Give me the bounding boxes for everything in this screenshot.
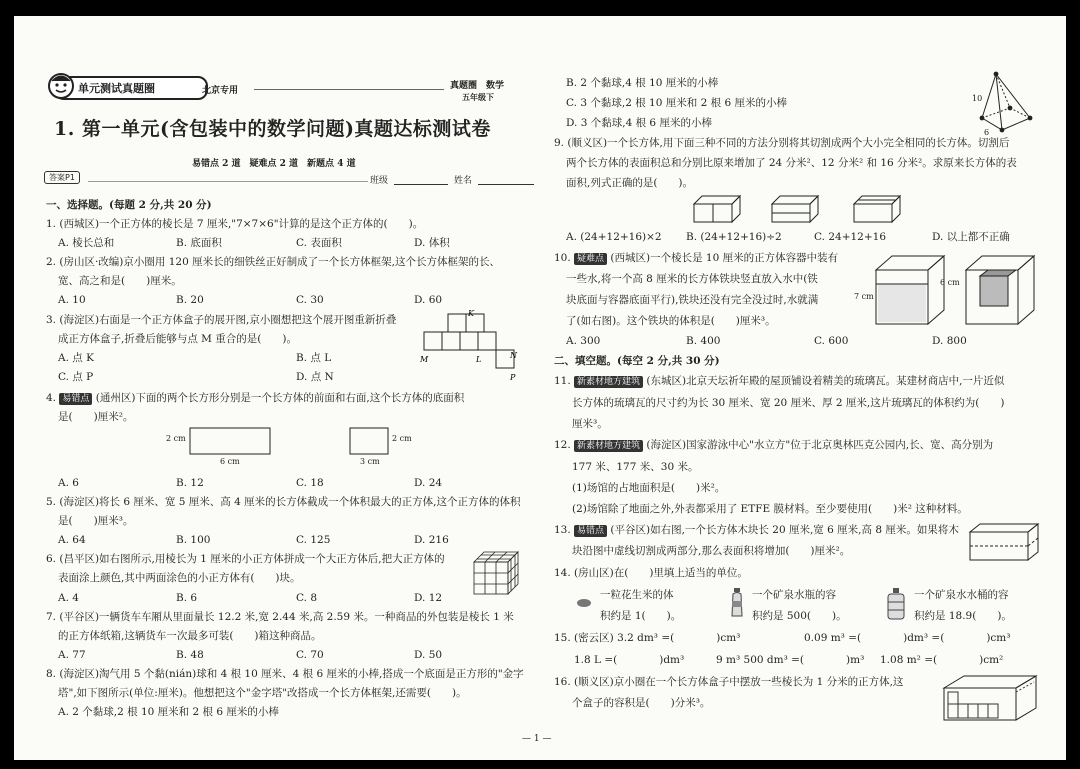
box-with-cubes-figure — [942, 674, 1038, 722]
section1-title: 一、选择题。(每题 2 分,共 20 分) — [46, 199, 212, 211]
q15-row1-right: 0.09 m³ =( )dm³ =( )cm³ — [804, 632, 1011, 644]
q4-stem-line1: 4. 易错点 (通州区)下面的两个长方形分别是一个长方体的前面和右面,这个长方体的底面积 — [46, 392, 465, 404]
q3-option-a[interactable]: A. 点 K — [58, 352, 94, 364]
q13-tag: 易错点 — [574, 525, 607, 537]
q5-option-a[interactable]: A. 64 — [58, 534, 86, 546]
q13-stem-text: (平谷区)如右图,一个长方体木块长 20 厘米,宽 6 厘米,高 8 厘米。如果将木 — [610, 524, 959, 536]
cut-boxes-figure — [694, 196, 934, 226]
q10-option-b[interactable]: B. 400 — [686, 335, 721, 347]
q8-option-b[interactable]: B. 2 个黏球,4 根 10 厘米的小棒 — [566, 77, 719, 89]
q16-stem-line1: 16. (顺义区)京小圈在一个长方体盒子中摆放一些棱长为 1 分米的正方体,这 — [554, 676, 904, 688]
page-number: — 1 — — [522, 734, 552, 744]
q10-option-c[interactable]: C. 600 — [814, 335, 849, 347]
peanut-icon — [576, 598, 592, 608]
water-jug-icon — [886, 588, 906, 620]
mascot-icon — [48, 73, 74, 99]
q6-stem-line1: 6. (昌平区)如右图所示,用棱长为 1 厘米的小正方体拼成一个大正方体后,把大正方体的 — [46, 553, 445, 565]
rect2-width: 3 cm — [360, 457, 380, 466]
q7-option-d[interactable]: D. 50 — [414, 649, 443, 661]
q10-option-d[interactable]: D. 800 — [932, 335, 967, 347]
q4-stem-text: (通州区)下面的两个长方形分别是一个长方体的前面和右面,这个长方体的底面积 — [95, 392, 465, 404]
wood-block-figure — [968, 522, 1040, 562]
q1-option-b[interactable]: B. 底面积 — [176, 237, 222, 249]
q6-option-c[interactable]: C. 8 — [296, 592, 318, 604]
q5-stem-line1: 5. (海淀区)将长 6 厘米、宽 5 厘米、高 4 厘米的长方体截成一个体积最大的正方体,这个正方体的体积 — [46, 496, 521, 508]
q6-option-d[interactable]: D. 12 — [414, 592, 443, 604]
q13-stem-line2: 块沿图中虚线切割成两部分,那么表面积将增加( )厘米²。 — [572, 545, 851, 557]
net-label-m: M — [420, 355, 429, 364]
q12-stem-line2: 177 米、177 米、30 米。 — [572, 461, 699, 473]
q9-stem-line1: 9. (顺义区)一个长方体,用下面三种不同的方法分别将其切割成两个大小完全相同的长方体。切割后 — [554, 137, 1010, 149]
q7-stem-line1: 7. (平谷区)一辆货车车厢从里面量长 12.2 米,宽 2.44 米,高 2.59 米。一种商品的外包装是棱长 1 米 — [46, 611, 514, 623]
q10-stem-line2: 一些水,将一个高 8 厘米的长方体铁块竖直放入水中(铁 — [566, 273, 818, 285]
header-rule — [254, 89, 444, 90]
q15-row2-mid: 9 m³ 500 dm³ =( )m³ — [716, 654, 865, 666]
q14-a-line1: 一粒花生米的体 — [600, 589, 674, 601]
q15-row1-left: 15. (密云区) 3.2 dm³ =( )cm³ — [554, 632, 741, 644]
q11-stem-line2: 长方体的琉璃瓦的尺寸约为长 30 厘米、宽 20 厘米、厚 2 厘米,这片琉璃瓦的体积约为( ) — [572, 397, 1005, 409]
pyramid-base-label: 6 — [984, 128, 990, 137]
rect2-height: 2 cm — [392, 434, 412, 443]
answer-ref: 答案P1 — [44, 171, 80, 184]
q4-option-c[interactable]: C. 18 — [296, 477, 324, 489]
q3-option-d[interactable]: D. 点 N — [296, 371, 334, 383]
q10-tag: 疑难点 — [574, 253, 607, 265]
series-name: 单元测试真题圈 — [78, 82, 155, 95]
q9-option-b[interactable]: B. (24+12+16)÷2 — [686, 231, 782, 243]
point-counts: 易错点 2 道 疑难点 2 道 新题点 4 道 — [192, 159, 356, 169]
q9-option-a[interactable]: A. (24+12+16)×2 — [566, 231, 662, 243]
q10-stem-line3: 块底面与容器底面平行),铁块还没有完全没过时,水就满 — [566, 294, 819, 306]
q12-part2: (2)场馆除了地面之外,外表都采用了 ETFE 膜材料。至少要使用( )米² 这种材料。 — [572, 503, 968, 515]
q11-stem-text: (东城区)北京天坛祈年殿的屋顶铺设着精美的琉璃瓦。某建材商店中,一片近似 — [646, 375, 1005, 387]
cube-grid-figure — [472, 550, 520, 596]
q3-option-c[interactable]: C. 点 P — [58, 371, 94, 383]
q2-option-c[interactable]: C. 30 — [296, 294, 324, 306]
q14-c-line1: 一个矿泉水水桶的容 — [914, 589, 1009, 601]
q10-stem-line1: 10. 疑难点 (西城区)一个棱长是 10 厘米的正方体容器中装有 — [554, 252, 839, 264]
q16-stem-line2: 个盒子的容积是( )分米³。 — [572, 697, 711, 709]
pyramid-edge-label: 10 — [972, 94, 983, 103]
class-label: 班级 — [370, 176, 389, 186]
q5-option-b[interactable]: B. 100 — [176, 534, 211, 546]
grade-label: 五年级下 — [462, 93, 494, 102]
worksheet-page — [14, 16, 1066, 760]
q6-option-b[interactable]: B. 6 — [176, 592, 198, 604]
net-label-l: L — [476, 355, 482, 364]
q4-tag: 易错点 — [59, 393, 92, 405]
q1-stem: 1. (西城区)一个正方体的棱长是 7 厘米,"7×7×6"计算的是这个正方体的( )。 — [46, 218, 424, 230]
q15-row2-left: 1.8 L =( )dm³ — [574, 654, 685, 666]
q9-option-c[interactable]: C. 24+12+16 — [814, 231, 887, 243]
q1-option-d[interactable]: D. 体积 — [414, 237, 450, 249]
q9-stem-line2: 两个长方体的表面积总和分别比原来增加了 24 分米²、12 分米² 和 16 分米²。求原来长方体的表 — [566, 157, 1017, 169]
q12-stem-text: (海淀区)国家游泳中心"水立方"位于北京奥林匹克公园内,长、宽、高分别为 — [646, 439, 994, 451]
q2-stem-line1: 2. (房山区·改编)京小圈用 120 厘米长的细铁丝正好制成了一个长方体框架,这个长方体框架的长、 — [46, 256, 500, 268]
q4-option-d[interactable]: D. 24 — [414, 477, 443, 489]
name-label: 姓名 — [454, 176, 473, 186]
q5-option-d[interactable]: D. 216 — [414, 534, 449, 546]
q10-stem-text: (西城区)一个棱长是 10 厘米的正方体容器中装有 — [610, 252, 839, 264]
rect1-width: 6 cm — [220, 457, 240, 466]
q7-option-a[interactable]: A. 77 — [58, 649, 86, 661]
q6-stem-line2: 表面涂上颜色,其中两面涂色的小正方体有( )块。 — [58, 572, 301, 584]
q2-option-d[interactable]: D. 60 — [414, 294, 443, 306]
q14-b-line2: 积约是 500( )。 — [752, 610, 847, 622]
name-field[interactable] — [478, 184, 534, 185]
section2-title: 二、填空题。(每空 2 分,共 30 分) — [554, 355, 720, 367]
net-label-n: N — [510, 351, 517, 360]
q8-option-d[interactable]: D. 3 个黏球,4 根 6 厘米的小棒 — [566, 117, 712, 129]
q8-stem-line2: 塔",如下图所示(单位:厘米)。他想把这个"金字塔"改搭成一个长方体框架,还需要( )。 — [58, 687, 467, 699]
q11-tag: 新素材地方建筑 — [574, 376, 643, 388]
q14-c-line2: 积约是 18.9( )。 — [914, 610, 1012, 622]
q4-option-b[interactable]: B. 12 — [176, 477, 204, 489]
answer-rule — [88, 181, 368, 182]
q7-stem-line2: 的正方体纸箱,这辆货车一次最多可装( )箱这种商品。 — [58, 630, 322, 642]
q9-option-d[interactable]: D. 以上都不正确 — [932, 231, 1010, 243]
page-title: 1. 第一单元(含包装中的数学问题)真题达标测试卷 — [54, 118, 491, 140]
q5-option-c[interactable]: C. 125 — [296, 534, 331, 546]
q14-stem: 14. (房山区)在( )里填上适当的单位。 — [554, 567, 748, 579]
q9-stem-line3: 面积,列式正确的是( )。 — [566, 177, 694, 189]
q8-stem-line1: 8. (海淀区)淘气用 5 个黏(nián)球和 4 根 10 厘米、4 根 6 厘米的小棒,搭成一个底面是正方形的"金字 — [46, 668, 524, 680]
q4-stem-line2: 是( )厘米²。 — [58, 411, 134, 423]
q7-option-c[interactable]: C. 70 — [296, 649, 324, 661]
q12-stem-line1: 12. 新素材地方建筑 (海淀区)国家游泳中心"水立方"位于北京奥林匹克公园内,长、宽、高分别为 — [554, 439, 994, 451]
edition-label: 北京专用 — [202, 86, 239, 96]
net-label-p: P — [510, 373, 516, 382]
q8-option-c[interactable]: C. 3 个黏球,2 根 10 厘米和 2 根 6 厘米的小棒 — [566, 97, 787, 109]
class-field[interactable] — [394, 184, 448, 185]
net-label-k: K — [468, 309, 474, 318]
water-bottle-icon — [730, 588, 744, 618]
q1-option-a[interactable]: A. 棱长总和 — [58, 237, 115, 249]
q8-option-a[interactable]: A. 2 个黏球,2 根 10 厘米和 2 根 6 厘米的小棒 — [58, 706, 279, 718]
q2-stem-line2: 宽、高之和是( )厘米。 — [58, 275, 182, 287]
q4-option-a[interactable]: A. 6 — [58, 477, 79, 489]
q7-option-b[interactable]: B. 48 — [176, 649, 204, 661]
q1-option-c[interactable]: C. 表面积 — [296, 237, 342, 249]
q10-option-a[interactable]: A. 300 — [566, 335, 601, 347]
q14-a-line2: 积约是 1( )。 — [600, 610, 682, 622]
q2-option-b[interactable]: B. 20 — [176, 294, 204, 306]
q3-option-b[interactable]: B. 点 L — [296, 352, 332, 364]
water-rise-label: 6 cm — [940, 278, 960, 287]
q13-stem-line1: 13. 易错点 (平谷区)如右图,一个长方体木块长 20 厘米,宽 6 厘米,高 8 厘米。如果将木 — [554, 524, 959, 536]
brand-label: 真题圈 数学 — [450, 81, 505, 91]
q3-stem-line1: 3. (海淀区)右面是一个正方体盒子的展开图,京小圈想把这个展开图重新折叠 — [46, 314, 397, 326]
q14-b-line1: 一个矿泉水瓶的容 — [752, 589, 836, 601]
q2-option-a[interactable]: A. 10 — [58, 294, 86, 306]
q10-stem-line4: 了(如右图)。这个铁块的体积是( )厘米³。 — [566, 315, 776, 327]
rect1-height: 2 cm — [166, 434, 186, 443]
q11-stem-line1: 11. 新素材地方建筑 (东城区)北京天坛祈年殿的屋顶铺设着精美的琉璃瓦。某建材商店中,一片近似 — [554, 375, 1005, 387]
water-depth-label: 7 cm — [854, 292, 874, 301]
q11-stem-line3: 厘米³。 — [572, 418, 608, 430]
water-container-figure — [870, 254, 1040, 326]
cube-net-figure — [418, 309, 518, 384]
q3-stem-line2: 成正方体盒子,折叠后能够与点 M 重合的是( )。 — [58, 333, 297, 345]
q12-part1: (1)场馆的占地面积是( )米²。 — [572, 482, 726, 494]
q5-stem-line2: 是( )厘米³。 — [58, 515, 134, 527]
q12-tag: 新素材地方建筑 — [574, 440, 643, 452]
q6-option-a[interactable]: A. 4 — [58, 592, 79, 604]
q15-row2-right: 1.08 m² =( )cm² — [880, 654, 1004, 666]
